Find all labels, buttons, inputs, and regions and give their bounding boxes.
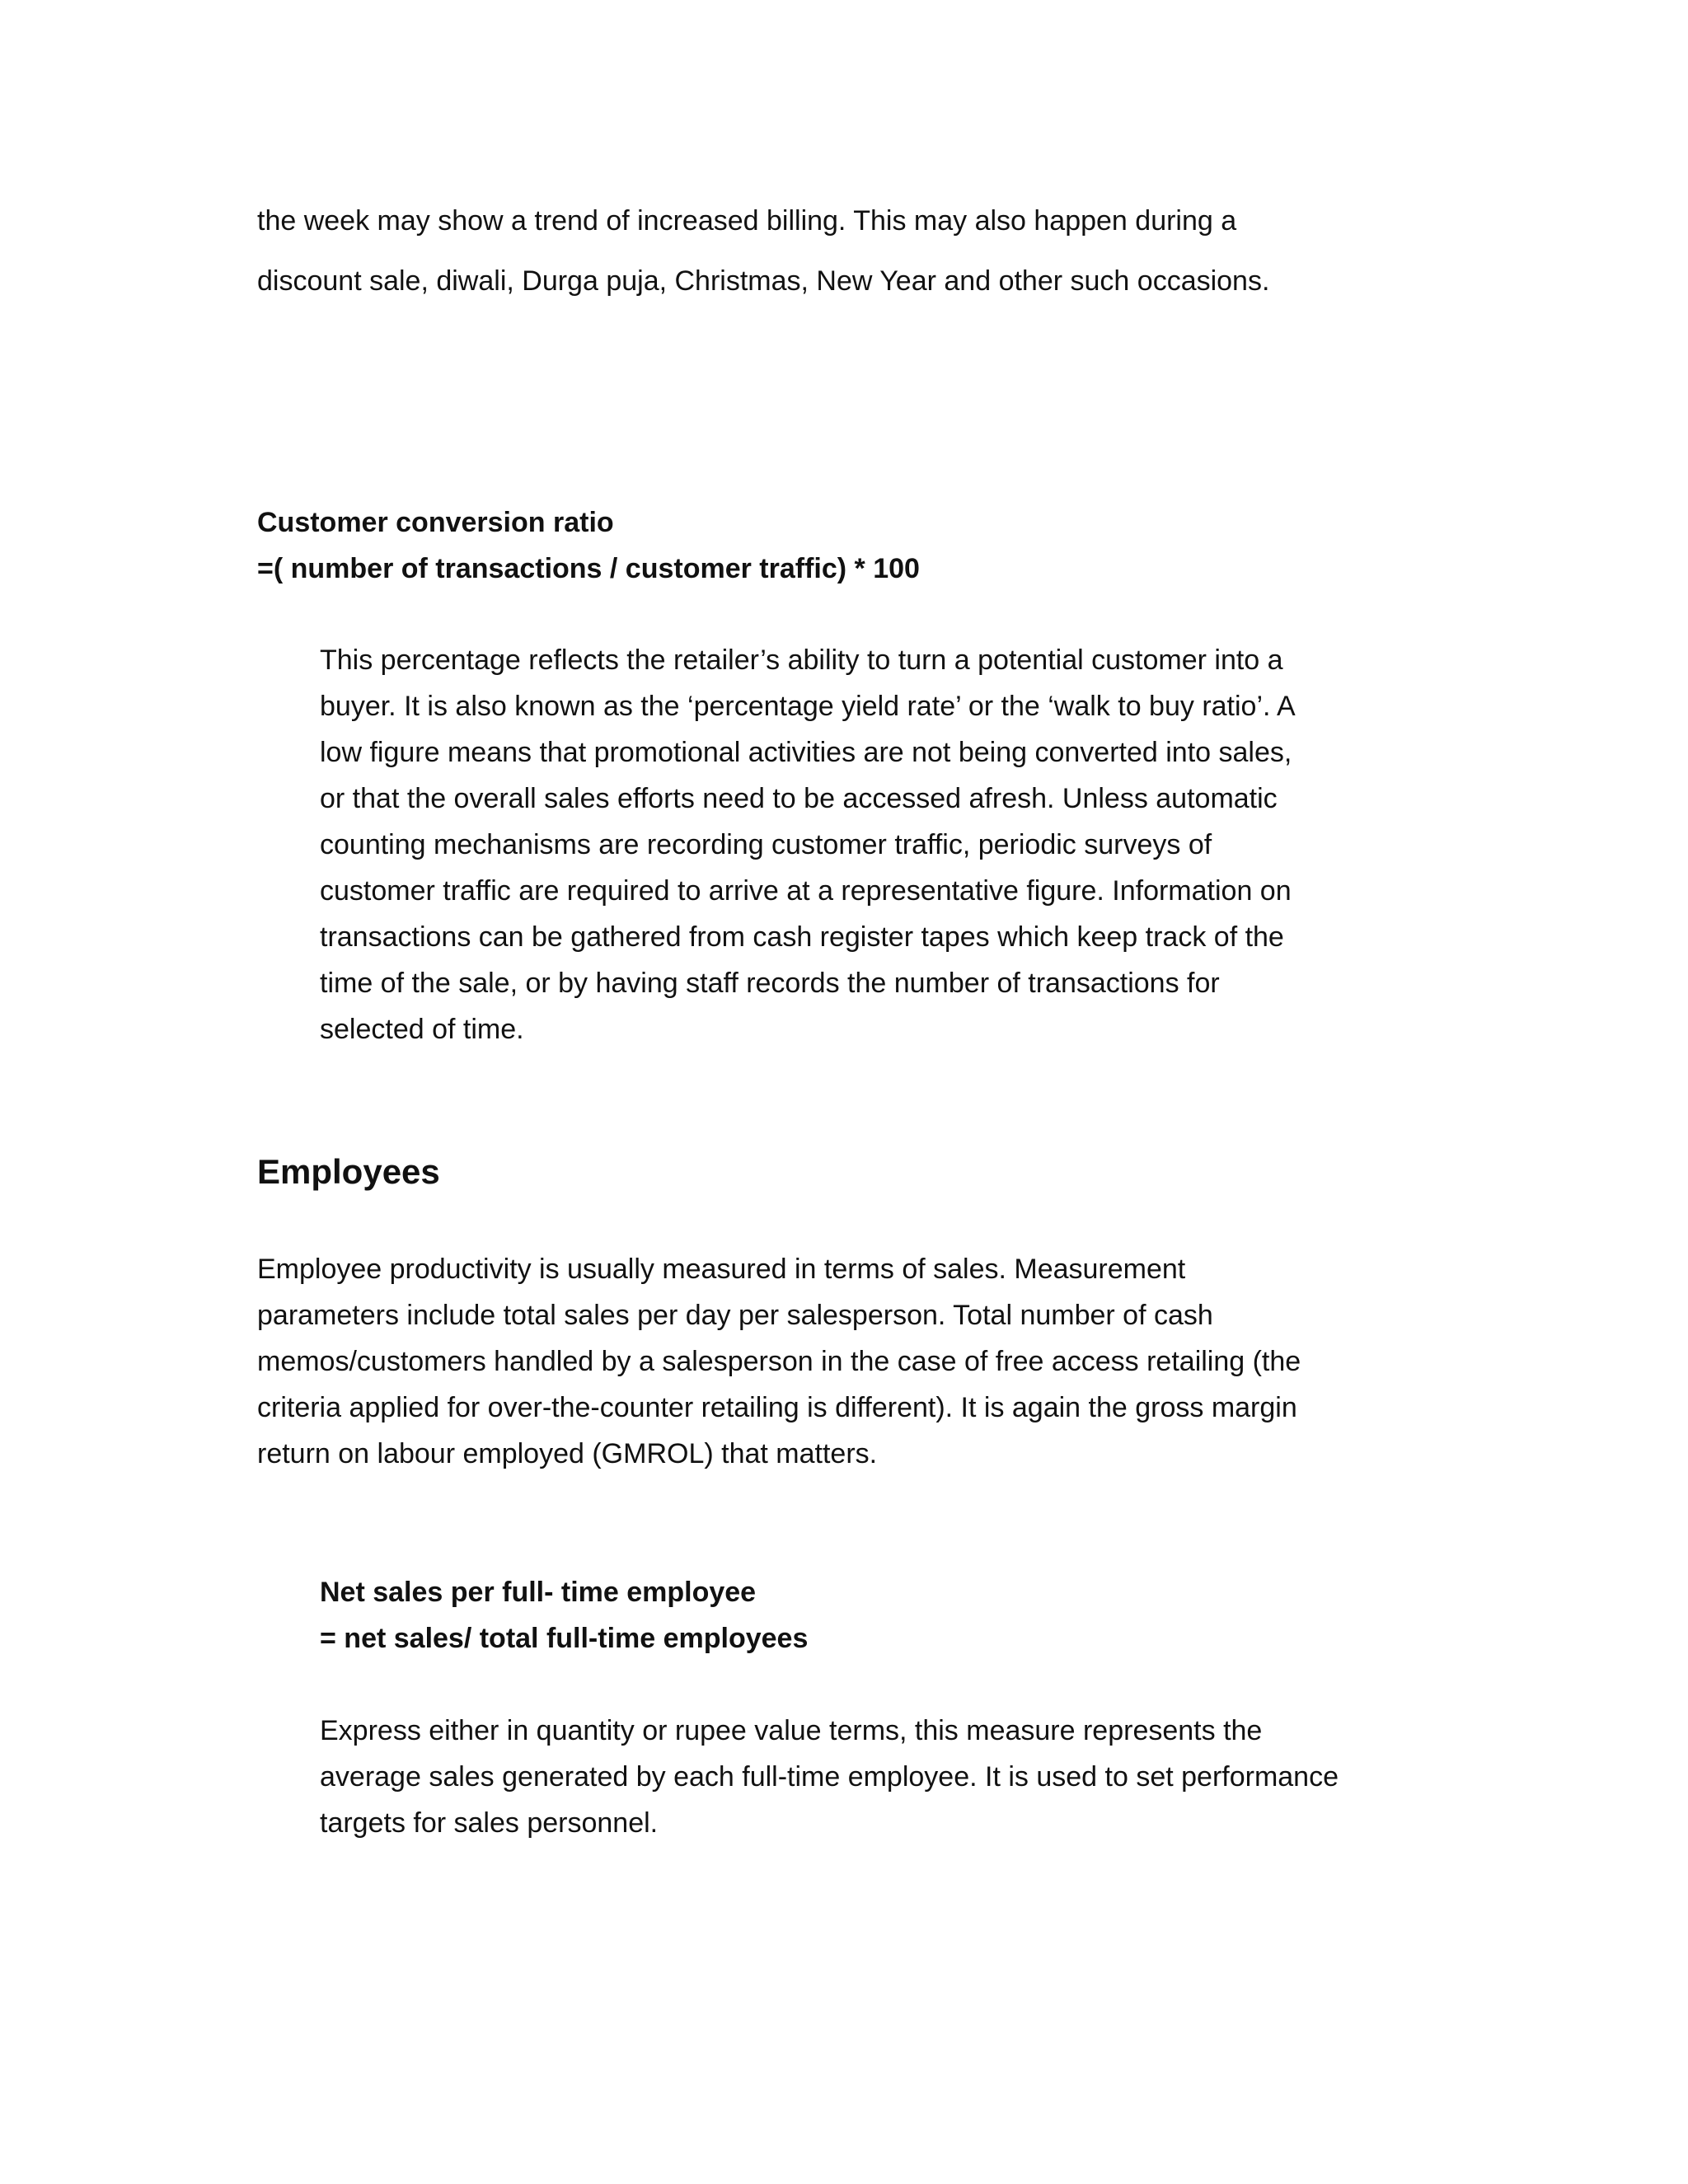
ccr-para-line-7: transactions can be gathered from cash register tapes which keep track of the (320, 921, 1284, 953)
employees-paragraph (257, 1246, 1444, 1477)
customer-conversion-paragraph (320, 637, 1441, 1052)
emp-para-line-4: criteria applied for over-the-counter retailing is different). It is again the gross margin (257, 1392, 1297, 1423)
ccr-para-line-4: or that the overall sales efforts need to be accessed afresh. Unless automatic (320, 783, 1278, 814)
ccr-para-line-3: low figure means that promotional activities are not being converted into sales, (320, 737, 1292, 768)
ccr-title: Customer conversion ratio (257, 507, 614, 538)
emp-para-line-2: parameters include total sales per day per salesperson. Total number of cash (257, 1300, 1213, 1331)
nspe-formula: = net sales/ total full-time employees (320, 1623, 809, 1654)
ccr-para-line-1: This percentage reflects the retailer’s ability to turn a potential customer into a (320, 644, 1283, 676)
nspe-para-line-2: average sales generated by each full-time employee. It is used to set performance (320, 1761, 1339, 1793)
ccr-para-line-8: time of the sale, or by having staff records the number of transactions for (320, 968, 1220, 999)
emp-para-line-1: Employee productivity is usually measured in terms of sales. Measurement (257, 1254, 1186, 1285)
ccr-para-line-5: counting mechanisms are recording customer traffic, periodic surveys of (320, 829, 1212, 860)
emp-para-line-3: memos/customers handled by a salesperson in the case of free access retailing (the (257, 1346, 1301, 1377)
intro-paragraph (257, 191, 1428, 312)
nspe-title: Net sales per full- time employee (320, 1577, 757, 1608)
net-sales-per-employee-formula (320, 1569, 1441, 1661)
ccr-para-line-2: buyer. It is also known as the ‘percentage yield rate’ or the ‘walk to buy ratio’. A (320, 691, 1296, 722)
ccr-para-line-9: selected of time. (320, 1014, 524, 1045)
intro-line-1: the week may show a trend of increased billing. This may also happen during a (257, 205, 1237, 237)
net-sales-per-employee-paragraph (320, 1708, 1457, 1846)
ccr-para-line-6: customer traffic are required to arrive at a representative figure. Information on (320, 875, 1292, 907)
nspe-para-line-1: Express either in quantity or rupee value terms, this measure represents the (320, 1715, 1263, 1746)
intro-line-2: discount sale, diwali, Durga puja, Christmas, New Year and other such occasions. (257, 265, 1270, 297)
nspe-para-line-3: targets for sales personnel. (320, 1807, 659, 1839)
ccr-formula: =( number of transactions / customer traffic) * 100 (257, 553, 920, 584)
customer-conversion-ratio-formula (257, 499, 1428, 592)
employees-heading: Employees (257, 1152, 440, 1191)
emp-para-line-5: return on labour employed (GMROL) that matters. (257, 1438, 878, 1469)
